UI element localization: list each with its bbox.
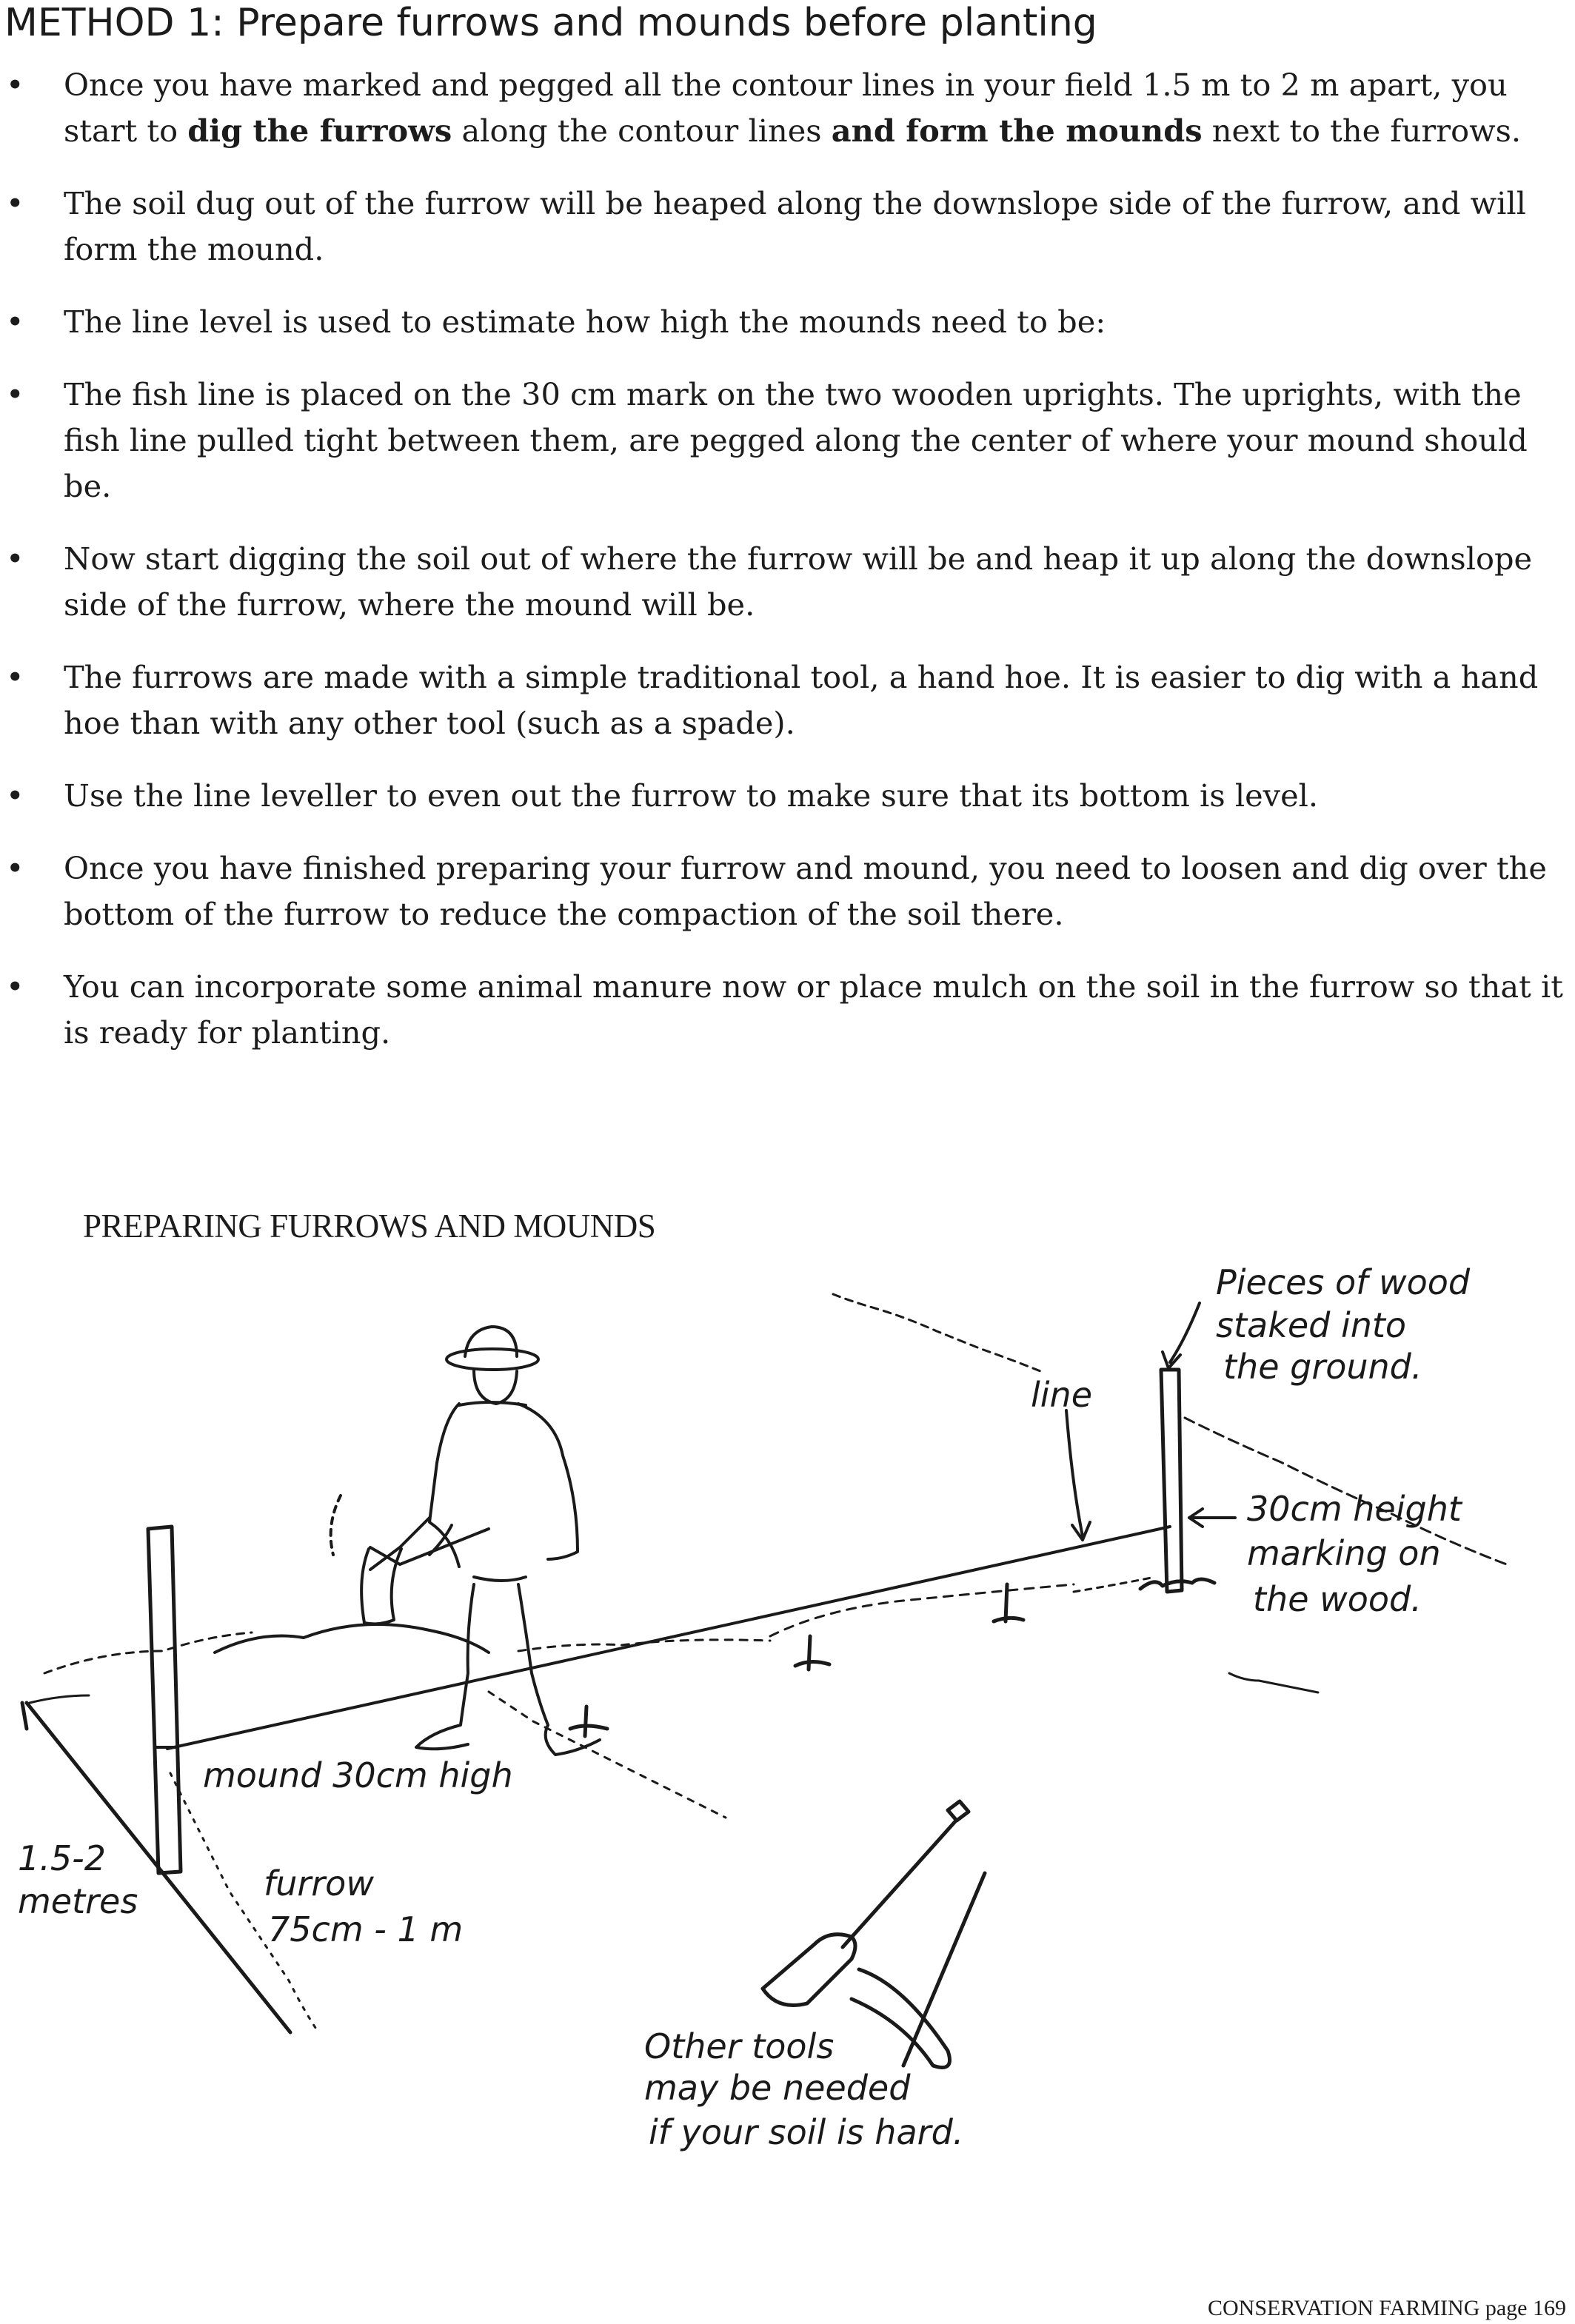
bullet-text: next to the furrows. xyxy=(1202,113,1522,149)
bullet-item xyxy=(4,62,1567,154)
bullet-item xyxy=(4,773,1567,819)
bullet-text: The soil dug out of the furrow will be heaped along the downslope side of the furrow, and will form the mound. xyxy=(64,185,1526,267)
label-tools-1: Other tools xyxy=(644,2026,835,2066)
bullet-dot: • xyxy=(6,540,24,577)
label-height-1: 30cm height xyxy=(1247,1489,1462,1529)
bullet-dot: • xyxy=(6,777,24,814)
bullet-dot: • xyxy=(6,376,24,412)
label-wood-2: staked into xyxy=(1216,1305,1407,1345)
label-furrow-2: 75cm - 1 m xyxy=(268,1909,464,1949)
bold-phrase: and form the mounds xyxy=(831,113,1203,149)
bullet-text: The fish line is placed on the 30 cm mark on the two wooden uprights. The uprights, with the fish line pulled tight between them, are pegged along the center of where your mound should be. xyxy=(64,376,1528,504)
label-height-3: the wood. xyxy=(1253,1579,1422,1619)
fish-line xyxy=(167,1527,1170,1749)
page-footer: CONSERVATION FARMING page 169 xyxy=(1208,2296,1566,2320)
bullet-dot: • xyxy=(6,185,24,221)
bullet-item xyxy=(4,845,1567,937)
bullet-text: Once you have finished preparing your furrow and mound, you need to loosen and dig over the bottom of the furrow to reduce the compaction of the soil there. xyxy=(64,850,1547,932)
bullet-text: The furrows are made with a simple traditional tool, a hand hoe. It is easier to dig with a hand hoe than with any other tool (such as a spade). xyxy=(64,659,1539,741)
label-tools-2: may be needed xyxy=(644,2068,911,2108)
bullet-dot: • xyxy=(6,659,24,695)
bullet-text: Use the line leveller to even out the furrow to make sure that its bottom is level. xyxy=(64,777,1319,814)
bullet-text: Once you have marked and pegged all the contour lines in your field 1.5 m to 2 m apart, you start to xyxy=(64,67,1508,149)
figure-caption: PREPARING FURROWS AND MOUNDS xyxy=(83,1208,656,1245)
right-stake xyxy=(1140,1370,1214,1592)
bullet-item xyxy=(4,536,1567,628)
bullet-text: along the contour lines xyxy=(452,113,832,149)
bullet-text: The line level is used to estimate how high the mounds need to be: xyxy=(64,304,1106,340)
label-height-2: marking on xyxy=(1247,1533,1441,1573)
bullet-item xyxy=(4,299,1567,345)
bullet-dot: • xyxy=(6,968,24,1005)
bullet-dot: • xyxy=(6,850,24,886)
bullet-item xyxy=(4,654,1567,746)
label-line: line xyxy=(1031,1375,1093,1415)
bullet-item xyxy=(4,964,1567,1056)
page-title: METHOD 1: Prepare furrows and mounds before planting xyxy=(4,1,1097,45)
left-stake xyxy=(148,1527,181,1873)
bullet-dot: • xyxy=(6,304,24,340)
furrows-and-mounds-illustration xyxy=(0,1259,1575,2288)
label-width-2: metres xyxy=(18,1881,138,1921)
bullet-dot: • xyxy=(6,67,24,103)
pointer-arrows xyxy=(1066,1303,1235,1540)
label-wood-1: Pieces of wood xyxy=(1216,1262,1471,1302)
bold-phrase: dig the furrows xyxy=(187,113,452,149)
bullet-item xyxy=(4,372,1567,509)
bullet-text: You can incorporate some animal manure now or place mulch on the soil in the furrow so that it is ready for planting. xyxy=(64,968,1563,1051)
farmer-with-hoe xyxy=(331,1327,600,1755)
pegs xyxy=(570,1584,1023,1736)
bullet-text: Now start digging the soil out of where the furrow will be and heap it up along the downslope side of the furrow, where the mound will be. xyxy=(64,540,1533,623)
label-width-1: 1.5-2 xyxy=(18,1838,107,1878)
label-furrow-1: furrow xyxy=(264,1863,374,1903)
label-wood-3: the ground. xyxy=(1223,1347,1422,1387)
bullet-item xyxy=(4,181,1567,272)
label-mound: mound 30cm high xyxy=(203,1755,513,1795)
label-tools-3: if your soil is hard. xyxy=(649,2112,964,2152)
bullet-list xyxy=(4,62,1567,1082)
terrain-sketch xyxy=(30,1294,1511,2032)
